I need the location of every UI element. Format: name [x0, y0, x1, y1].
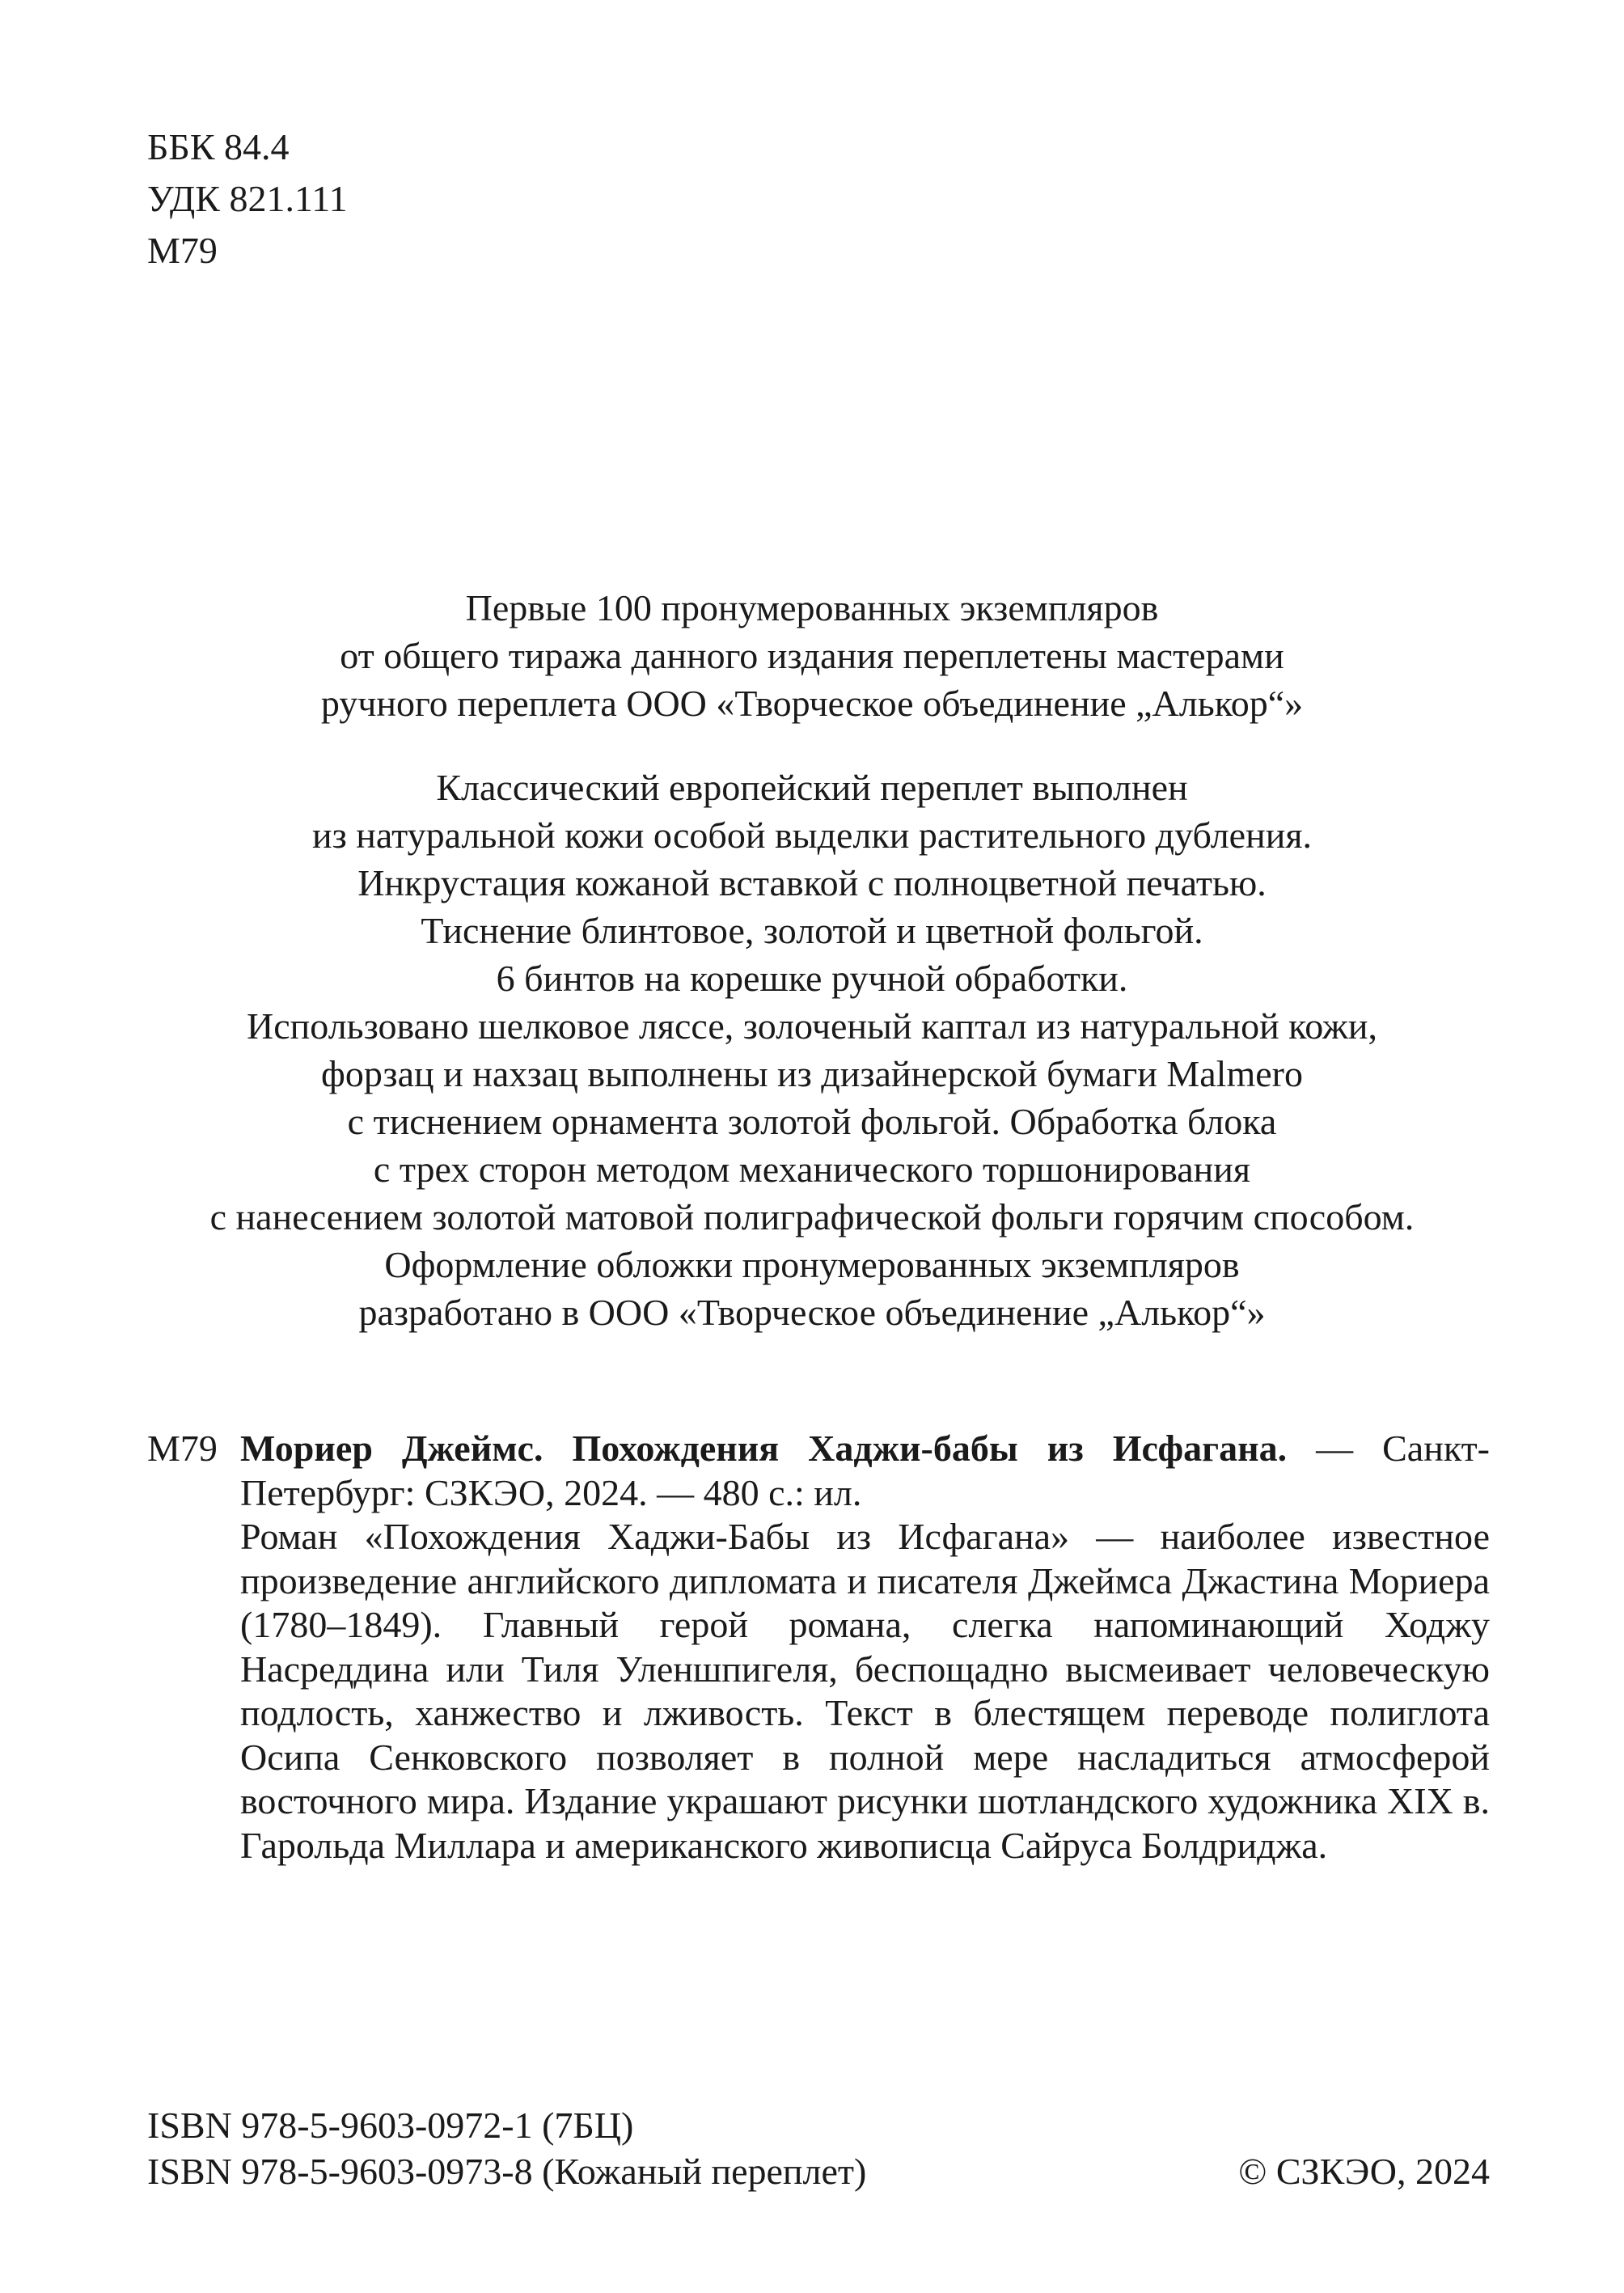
note-line: Тиснение блинтовое, золотой и цветной фольгой.	[421, 910, 1203, 951]
isbn-block	[147, 2102, 866, 2194]
note-line: Инкрустация кожаной вставкой с полноцветной печатью.	[357, 862, 1267, 903]
note-line: из натуральной кожи особой выделки растительного дубления.	[311, 814, 1312, 856]
note-line: разработано в ООО «Творческое объединение „Алькор“»	[358, 1292, 1266, 1333]
book-title: Мориер Джеймс. Похождения Хаджи-бабы из Исфагана.	[240, 1428, 1288, 1469]
note-line: от общего тиража данного издания переплетены мастерами	[340, 635, 1284, 676]
note-line: 6 бинтов на корешке ручной обработки.	[496, 958, 1128, 999]
binding-description-note	[0, 764, 1624, 1336]
author-mark: М79	[147, 230, 218, 271]
bbk-code: ББК 84.4	[147, 126, 290, 167]
note-line: Первые 100 пронумерованных экземпляров	[465, 587, 1159, 628]
isbn-line: ISBN 978-5-9603-0973-8 (Кожаный переплет)	[147, 2151, 867, 2192]
note-line: с тиснением орнамента золотой фольгой. Обработка блока	[347, 1101, 1277, 1142]
imprint-details: — Санкт-Петербург: СЗКЭО, 2024. — 480 с.: ил.	[240, 1428, 1490, 1513]
note-line: с нанесением золотой матовой полиграфической фольги горячим способом.	[209, 1196, 1415, 1237]
isbn-line: ISBN 978-5-9603-0972-1 (7БЦ)	[147, 2105, 634, 2146]
udk-code: УДК 821.111	[147, 178, 348, 219]
catalog-entry-body	[240, 1427, 1490, 1868]
book-annotation: Роман «Похождения Хаджи-Бабы из Исфагана» — наиболее известное произведение английского дипломата и писателя Джеймса Джастина Мориера (1780–1849). Главный герой романа, слегка напоминающий Ходжу Насреддина или Тиля Уленшпигеля, беспощадно высмеивает человеческую подлость, ханжество и лживость. Текст в блестящем переводе полиглота Осипа Сенковского позволяет в полной мере насладиться атмосферой восточного мира. Издание украшают рисунки шотландского художника XIX в. Гарольда Миллара и американского живописца Сайруса Болдриджа.	[240, 1516, 1490, 1866]
note-line: ручного переплета ООО «Творческое объединение „Алькор“»	[320, 683, 1304, 724]
note-line: Оформление обложки пронумерованных экземпляров	[384, 1244, 1240, 1285]
catalog-entry-code: М79	[147, 1428, 218, 1469]
note-line: Классический европейский переплет выполнен	[436, 767, 1188, 808]
note-line: Использовано шелковое ляссе, золоченый каптал из натуральной кожи,	[247, 1005, 1377, 1047]
classification-codes	[147, 121, 348, 277]
numbered-copies-note	[0, 584, 1624, 727]
copyright-notice: © СЗКЭО, 2024	[1238, 2151, 1490, 2192]
note-line: с трех сторон методом механического торшонирования	[373, 1149, 1251, 1190]
note-line: форзац и нахзац выполнены из дизайнерской бумаги Malmero	[321, 1053, 1303, 1094]
